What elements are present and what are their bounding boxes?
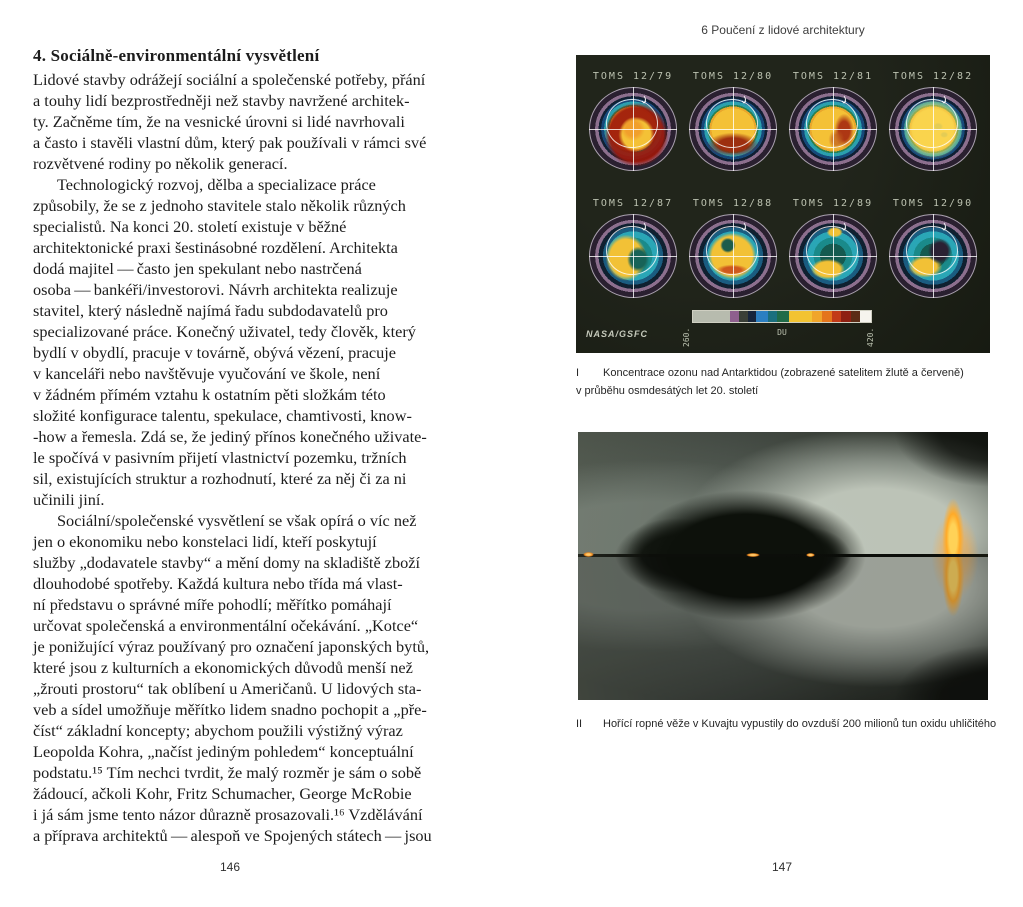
fire-glint [746, 553, 760, 557]
text-line: jen o ekonomiku nebo konstelaci lidí, kteří poskytují [33, 532, 377, 551]
colorbar-segment [789, 311, 813, 322]
text-line: určovat společenská a environmentální očekávání. „Kotce“ [33, 616, 419, 635]
toms-globe-cell [685, 198, 781, 298]
body-text [33, 69, 511, 846]
text-line: Lidové stavby odrážejí sociální a společenské potřeby, přání [33, 70, 426, 89]
paragraph-3 [33, 510, 511, 846]
figure-1-numeral: I [576, 367, 580, 379]
fire-glint [806, 553, 815, 557]
colorbar-segment [730, 311, 740, 322]
text-line: osoba — bankéři/investorovi. Návrh architekta realizuje [33, 280, 398, 299]
text-line: číst“ základní koncepty; abychom použili výstižný výraz [33, 721, 403, 740]
coastline-arrow-icon [739, 95, 749, 109]
latitude-circle [706, 99, 758, 149]
text-line: a příprava architektů — alespoň ve Spojených státech — jsou [33, 826, 432, 845]
text-line: -how a řemesla. Zdá se, že jediný přínos konečného uživate- [33, 427, 427, 446]
text-line: sil, existujících struktur a rozhodnutí, které za něj či za ni [33, 469, 407, 488]
coastline-arrow-icon [739, 222, 749, 236]
dobson-unit-colorbar [692, 310, 872, 323]
text-line: a touhy lidí bezprostředněji než stavby navržené architek- [33, 91, 410, 110]
ozone-map-globe [589, 87, 677, 171]
nasa-gsfc-credit: NASA/GSFC [586, 329, 649, 339]
latitude-circle [706, 226, 758, 276]
ozone-map-globe [789, 214, 877, 298]
colorbar-segment [860, 311, 871, 322]
text-line: v kanceláři nebo navštěvuje vyučování ve škole, není [33, 364, 381, 383]
text-line: stavitel, který následně najímá řadu subdodavatelů pro [33, 301, 388, 320]
ozone-map-globe [889, 87, 977, 171]
toms-globe-label: TOMS 12/89 [792, 198, 874, 209]
text-line: specializované práce. Konečný uživatel, tedy člověk, který [33, 322, 416, 341]
text-line: Sociální/společenské vysvětlení se však opírá o víc než [57, 511, 417, 530]
paragraph-2 [33, 174, 511, 510]
colorbar-segment [756, 311, 767, 322]
text-line: specialistů. Na konci 20. století existuje v běžné [33, 217, 347, 236]
coastline-arrow-icon [939, 95, 949, 109]
colorbar-max-label: 420. [866, 327, 875, 347]
text-line: veb a sídel umožňuje měřítko lidem snadno pochopit a „pře- [33, 700, 427, 719]
figure-1-caption-line1: Koncentrace ozonu nad Antarktidou (zobrazené satelitem žlutě a červeně) [603, 367, 964, 379]
colorbar-segment [739, 311, 748, 322]
text-line: ty. Začněme tím, že na vesnické úrovni si lidé navrhovali [33, 112, 405, 131]
colorbar-segment [777, 311, 788, 322]
coastline-arrow-icon [839, 222, 849, 236]
colorbar-segment [841, 311, 851, 322]
fire-glint [583, 552, 594, 557]
text-line: Technologický rozvoj, dělba a specializace práce [57, 175, 376, 194]
toms-globe-cell [785, 198, 881, 298]
latitude-circle [606, 226, 658, 276]
figure-1-caption-line2: v průběhu osmdesátých let 20. století [576, 385, 759, 397]
text-line: Leopolda Kohra, „načíst jediným pohledem“ konceptuální [33, 742, 414, 761]
toms-globe-label: TOMS 12/80 [692, 71, 774, 82]
colorbar-segment [832, 311, 842, 322]
text-line: způsobily, že se z jednoho stavitele stalo několik různých [33, 196, 406, 215]
toms-globe-cell [885, 71, 981, 171]
colorbar-segment [768, 311, 778, 322]
toms-row-1987-1990 [585, 198, 981, 298]
toms-globe-label: TOMS 12/88 [692, 198, 774, 209]
colorbar-segment [693, 311, 730, 322]
toms-globe-cell [585, 198, 681, 298]
text-line: le spočívá v pasivním přijetí vlastnictví pozemku, tržních [33, 448, 407, 467]
toms-globe-cell [885, 198, 981, 298]
figure-1-caption [576, 365, 1006, 400]
text-line: dlouhodobé spotřeby. Každá kultura nebo třída má vlast- [33, 574, 403, 593]
toms-globe-label: TOMS 12/81 [792, 71, 874, 82]
page-number-left: 146 [219, 860, 241, 874]
text-line: složité konfigurace talentu, spekulace, chamtivosti, know- [33, 406, 412, 425]
coastline-arrow-icon [839, 95, 849, 109]
coastline-arrow-icon [639, 222, 649, 236]
smoke-plume-reflection [578, 556, 988, 700]
coastline-arrow-icon [939, 222, 949, 236]
text-line: podstatu.¹⁵ Tím nechci tvrdit, že malý rozměr je sám o sobě [33, 763, 422, 782]
figure-2-numeral: II [576, 718, 583, 730]
text-line: služby „dodavatele stavby“ a mění domy na skladiště zboží [33, 553, 421, 572]
section-heading: 4. Sociálně-environmentální vysvětlení [33, 46, 320, 65]
latitude-circle [606, 99, 658, 149]
colorbar-segment [748, 311, 756, 322]
colorbar-segment [822, 311, 832, 322]
colorbar-min-label: 260. [682, 327, 691, 347]
text-line: je ponižující výraz používaný pro označení japonských bytů, [33, 637, 430, 656]
colorbar-segment [812, 311, 822, 322]
colorbar-segment [851, 311, 860, 322]
ozone-map-globe [689, 214, 777, 298]
toms-globe-cell [685, 71, 781, 171]
text-line: učinili jiní. [33, 490, 105, 509]
text-line: „žrouti prostoru“ tak oblíbení u Američanů. U lidových sta- [33, 679, 422, 698]
text-line: i já sám jsme tento názor důrazně prosazovali.¹⁶ Vzdělávání [33, 805, 423, 824]
toms-globe-cell [585, 71, 681, 171]
ozone-map-globe [889, 214, 977, 298]
smoke-plume-upper [578, 432, 988, 556]
toms-globe-label: TOMS 12/87 [592, 198, 674, 209]
page-number-right: 147 [771, 860, 793, 874]
text-line: bydlí v obydlí, pracuje v továrně, obývá vězení, pracuje [33, 343, 397, 362]
coastline-arrow-icon [639, 95, 649, 109]
text-line: rozvětvené rodiny po několik generací. [33, 154, 288, 173]
colorbar-unit-label: DU [777, 328, 787, 337]
running-head: 6 Poučení z lidové architektury [701, 23, 865, 37]
text-line: žádoucí, ačkoli Kohr, Fritz Schumacher, George McRobie [33, 784, 412, 803]
text-line: a často i stavěli vlastní dům, který pak používali v rámci své [33, 133, 427, 152]
text-line: v žádném přímém vztahu k ostatním pěti složkám této [33, 385, 386, 404]
latitude-circle [906, 226, 958, 276]
toms-globe-label: TOMS 12/90 [892, 198, 974, 209]
latitude-circle [806, 226, 858, 276]
latitude-circle [906, 99, 958, 149]
figure-2-caption-text: Hořící ropné věže v Kuvajtu vypustily do ovzduší 200 milionů tun oxidu uhličitého [603, 718, 997, 730]
figure-kuwait-oil-fires-photo [578, 432, 988, 700]
latitude-circle [806, 99, 858, 149]
figure-2-caption [576, 716, 1023, 733]
toms-globe-label: TOMS 12/79 [592, 71, 674, 82]
ozone-map-globe [689, 87, 777, 171]
text-line: ní představu o správné míře pohodlí; měřítko pomáhají [33, 595, 392, 614]
text-line: které jsou z kulturních a ekonomických důvodů menší než [33, 658, 413, 677]
figure-ozone-satellite-panel [576, 55, 990, 353]
toms-row-1979-1982 [585, 71, 981, 171]
text-line: dodá majitel — často jen spekulant nebo nastrčená [33, 259, 362, 278]
toms-globe-cell [785, 71, 881, 171]
text-line: architektonické praxi šestinásobné rozdělení. Architekta [33, 238, 398, 257]
ozone-map-globe [589, 214, 677, 298]
paragraph-1 [33, 69, 511, 174]
horizon-line [578, 554, 988, 557]
toms-globe-label: TOMS 12/82 [892, 71, 974, 82]
ozone-map-globe [789, 87, 877, 171]
